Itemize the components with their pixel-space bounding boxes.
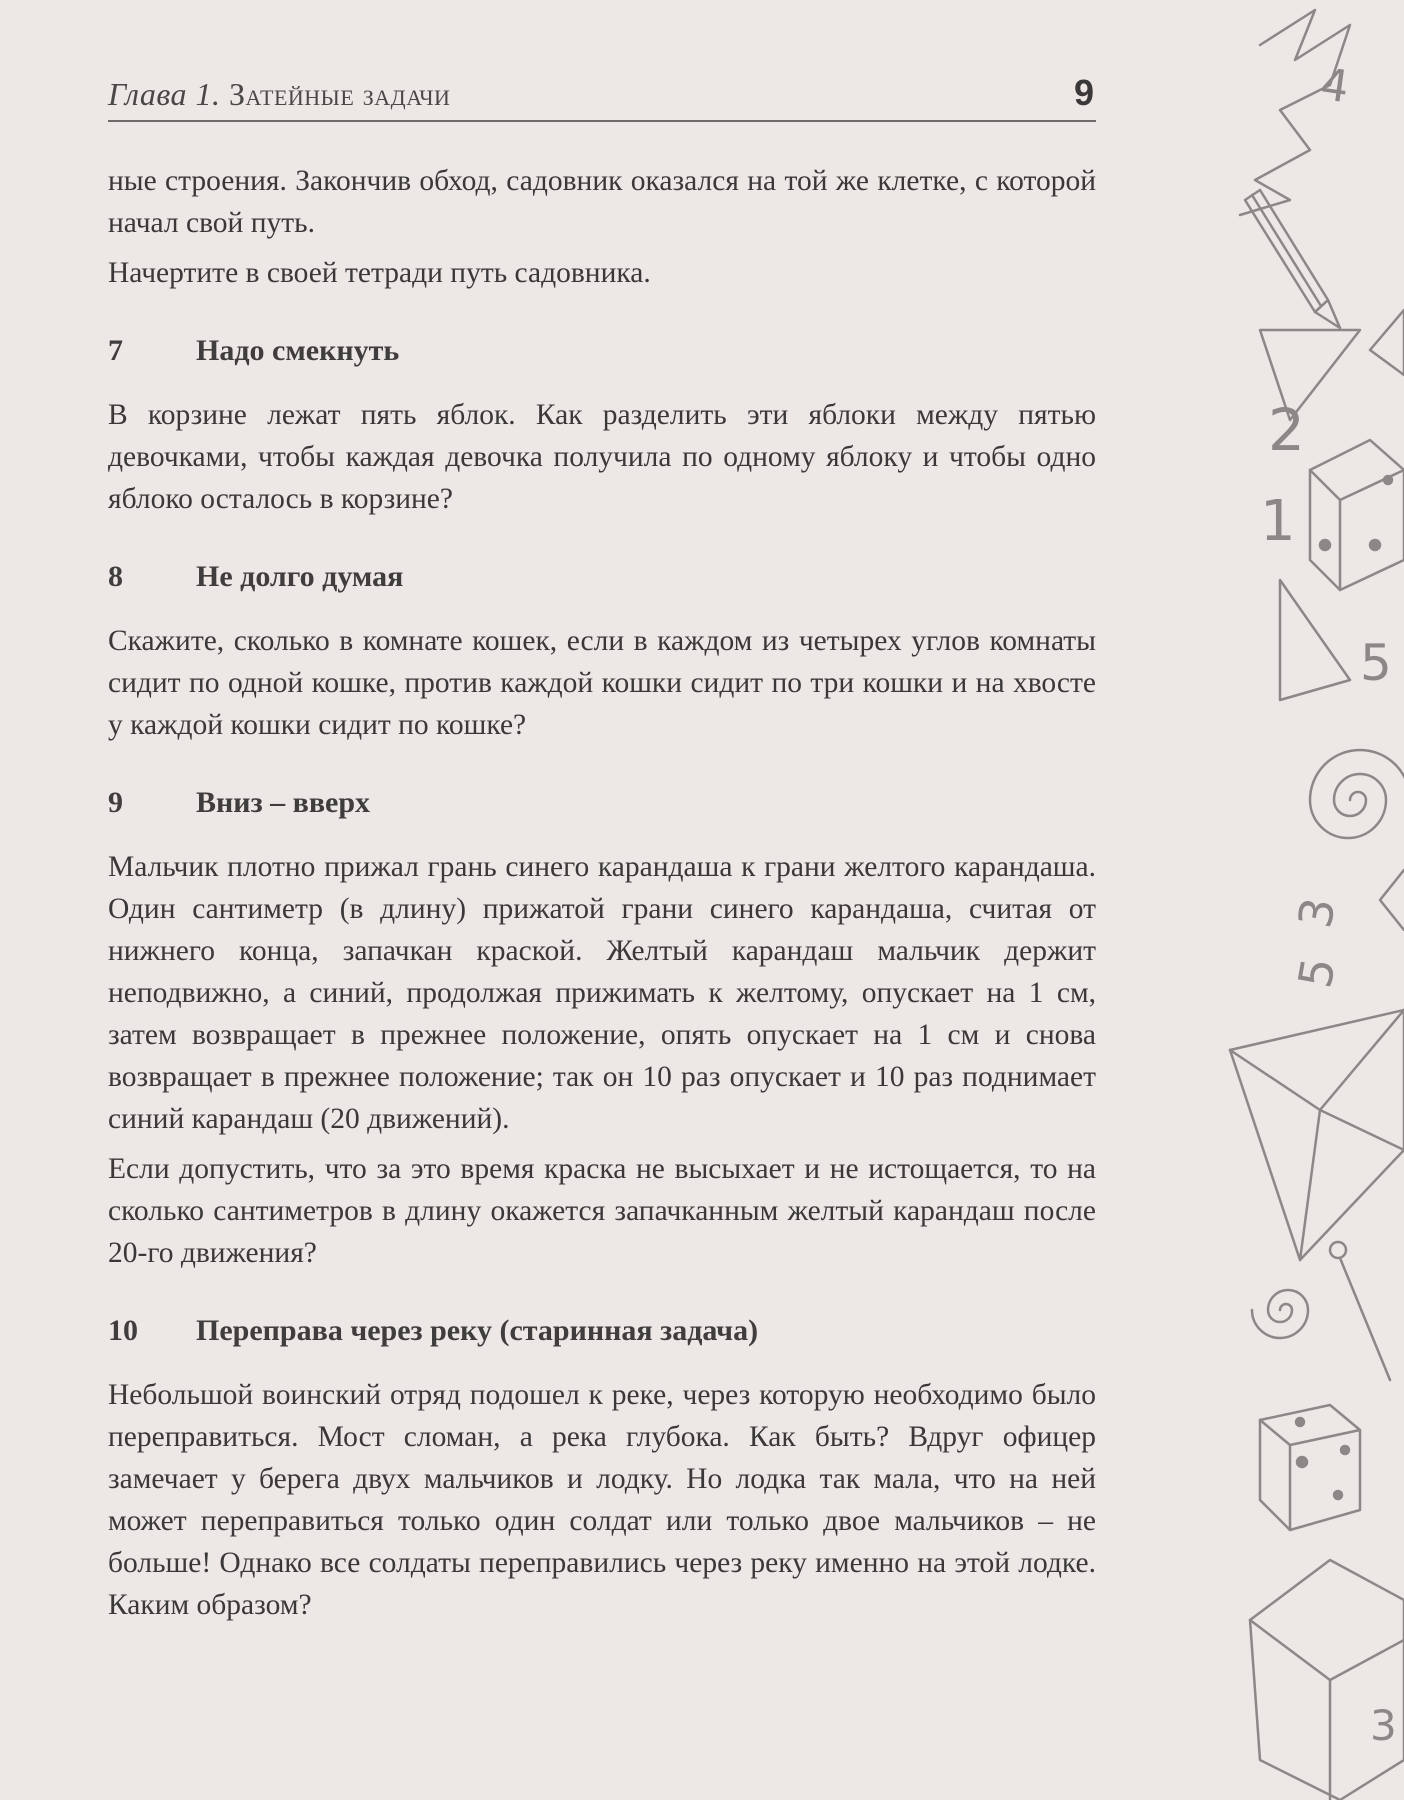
pin-icon [1330, 1242, 1390, 1380]
problem-text: Скажите, сколько в комнате кошек, если в каждом из четырех углов комнаты сидит по одной кошке, против каждой кошки сидит по три кошки и на хвосте у каждой кошки сидит по кошке? [108, 625, 1096, 741]
envelope-icon [1230, 1010, 1404, 1260]
problem-title: Вниз – вверх [196, 786, 371, 819]
intro-paragraph: ные строения. Закончив обход, садовник оказался на той же клетке, с которой начал свой путь. [108, 165, 1096, 239]
triangle-icon [1280, 580, 1350, 700]
chapter-title: Затейные задачи [229, 76, 451, 112]
problem-title: Надо смекнуть [196, 334, 400, 367]
zigzag-icon [1380, 870, 1404, 930]
problem-text: Если допустить, что за это время краска не высыхает и не истощается, то на сколько сантиметров в длину окажется запачканным желтый карандаш после 20-го движения? [108, 1153, 1096, 1269]
intro-paragraph: Начертите в своей тетради путь садовника. [108, 257, 651, 289]
problem-text: Небольшой воинский отряд подошел к реке, через которую необходимо было переправиться. Мост сломан, а река глубока. Как быть? Вдруг офицер замечает у берега двух мальчиков и лодку. Но лодка так мала, что на ней может переправиться только один солдат или только двое мальчиков – не больше! Однако все солдаты переправились через реку именно на этой лодке. Каким образом? [108, 1379, 1096, 1621]
problem-text: Мальчик плотно прижал грань синего карандаша к грани желтого карандаша. Один сантиметр (в длину) прижатой грани синего карандаша, считая от нижнего конца, запачкан краской. Желтый карандаш мальчик держит неподвижно, а синий, продолжая прижимать к желтому, опускает на 1 см, затем возвращает в прежнее положение, опять опускает на 1 см и снова возвращает в прежнее положение; так он 10 раз опускает и 10 раз поднимает синий карандаш (20 движений). [108, 851, 1096, 1135]
problem-title: Не долго думая [196, 560, 404, 593]
digit-glyph: 4 [1317, 58, 1352, 114]
problem-heading [108, 1310, 1096, 1352]
problem-heading [108, 556, 1096, 598]
problem-heading [108, 330, 1096, 372]
spiral-icon [1252, 1290, 1308, 1338]
page-number: 9 [1073, 72, 1094, 113]
cube-icon [1250, 1560, 1404, 1800]
digit-glyph: 5 [1360, 634, 1392, 692]
digit-glyph: 1 [1260, 489, 1296, 554]
problem-number: 9 [108, 786, 123, 819]
page-content [108, 160, 1096, 1634]
margin-doodles [1220, 0, 1404, 1800]
chapter-label: Глава 1. [108, 76, 221, 112]
digit-glyph: 3 [1287, 893, 1346, 932]
digit-glyph: 2 [1268, 396, 1305, 464]
page-header [108, 72, 1096, 122]
problem-heading [108, 782, 1096, 824]
digit-glyph: 3 [1370, 1701, 1397, 1750]
die-icon [1310, 440, 1404, 590]
zigzag-icon [1240, 10, 1350, 215]
die-icon [1260, 1405, 1360, 1530]
running-head [108, 76, 450, 113]
problem-text: В корзине лежат пять яблок. Как разделить эти яблоки между пятью девочками, чтобы каждая девочка получила по одному яблоку и чтобы одно яблоко осталось в корзине? [108, 399, 1096, 515]
problem-number: 10 [108, 1314, 138, 1347]
spiral-icon [1310, 750, 1404, 838]
problem-number: 8 [108, 560, 123, 593]
digit-glyph: 5 [1287, 953, 1346, 992]
pencil-icon [1245, 190, 1340, 328]
problem-title: Переправа через реку (старинная задача) [196, 1314, 759, 1347]
problem-number: 7 [108, 334, 123, 367]
